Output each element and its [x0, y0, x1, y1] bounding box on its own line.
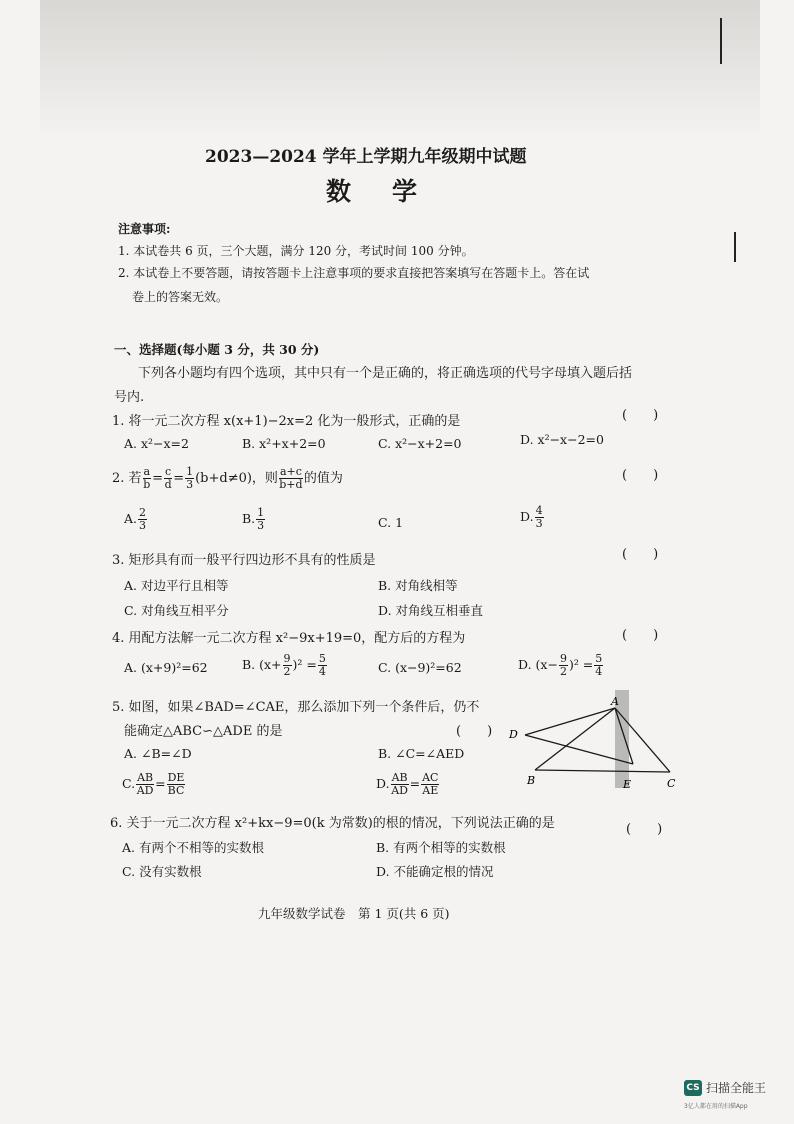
q1-option-b[interactable]: B. x²+x+2=0 — [242, 436, 326, 451]
note-item-2: 2. 本试卷上不要答题，请按答题卡上注意事项的要求直接把答案填写在答题卡上。答在试 — [118, 266, 590, 280]
q1-option-c[interactable]: C. x²−x+2=0 — [378, 436, 462, 451]
notes-heading: 注意事项: — [118, 222, 171, 236]
note-item-2-cont: 卷上的答案无效。 — [132, 290, 229, 304]
q2-tail: 的值为 — [303, 471, 343, 486]
section-instruction-cont: 号内. — [114, 390, 145, 405]
q5-option-a[interactable]: A. ∠B=∠D — [124, 746, 192, 761]
section-instruction: 下列各小题均有四个选项，其中只有一个是正确的，将正确选项的代号字母填入题后括 — [138, 366, 633, 381]
scan-edge-mark — [720, 18, 722, 64]
question-5-stem-cont: 能确定△ABC∽△ADE 的是 — [124, 724, 283, 739]
answer-blank-5[interactable]: ( ) — [456, 724, 493, 739]
page-footer: 九年级数学试卷 第 1 页(共 6 页) — [258, 906, 450, 921]
camscanner-icon: CS — [684, 1080, 702, 1096]
note-item-1: 1. 本试卷共 6 页，三个大题，满分 120 分，考试时间 100 分钟。 — [118, 244, 474, 258]
scanner-app-watermark — [684, 1079, 766, 1096]
q5-triangle-figure — [505, 690, 685, 800]
q4-option-d[interactable]: D. (x− $\frac{9}{2}$ )² = $\frac{5}{4}$ — [518, 652, 603, 678]
q4-option-c[interactable]: C. (x−9)²=62 — [378, 660, 462, 675]
q5-option-b[interactable]: B. ∠C=∠AED — [378, 746, 465, 761]
vertex-d-label: D — [509, 728, 518, 741]
vertex-b-label: B — [527, 774, 536, 787]
q3-option-c[interactable]: C. 对角线互相平分 — [124, 603, 229, 618]
scan-edge-mark — [734, 232, 736, 262]
q3-option-d[interactable]: D. 对角线互相垂直 — [378, 603, 484, 618]
q2-option-b[interactable]: B. $\frac{1}{3}$ — [242, 506, 265, 532]
q1-option-a[interactable]: A. x²−x=2 — [124, 436, 189, 451]
fraction-a-b: $\frac{a}{b}$ — [143, 465, 151, 491]
answer-blank-6[interactable]: ( ) — [626, 822, 663, 837]
fraction-ac-bd: $\frac{a+c}{b+d}$ — [279, 465, 303, 491]
q6-option-a[interactable]: A. 有两个不相等的实数根 — [122, 840, 264, 855]
q3-option-b[interactable]: B. 对角线相等 — [378, 578, 458, 593]
watermark-name: 扫描全能王 — [706, 1081, 767, 1095]
question-5-stem: 5. 如图，如果∠BAD=∠CAE，那么添加下列一个条件后，仍不 — [112, 700, 480, 715]
fraction-1-3: $\frac{1}{3}$ — [186, 465, 194, 491]
question-4-stem: 4. 用配方法解一元二次方程 x²−9x+19=0，配方后的方程为 — [112, 631, 466, 646]
q2-lead: 2. 若 — [112, 471, 142, 486]
answer-blank-4[interactable]: ( ) — [622, 628, 659, 643]
q4-option-a[interactable]: A. (x+9)²=62 — [124, 660, 208, 675]
q3-option-a[interactable]: A. 对边平行且相等 — [124, 578, 229, 593]
vertex-c-label: C — [667, 777, 676, 790]
q6-option-b[interactable]: B. 有两个相等的实数根 — [376, 840, 506, 855]
q5-option-c[interactable]: C. $\frac{AB}{AD}$ = $\frac{DE}{BC}$ — [122, 771, 185, 797]
section-heading: 一、选择题(每小题 3 分，共 30 分) — [114, 342, 320, 357]
q2-option-c[interactable]: C. 1 — [378, 515, 404, 530]
answer-blank-3[interactable]: ( ) — [622, 547, 659, 562]
fraction-c-d: $\frac{c}{d}$ — [164, 465, 172, 491]
q4-option-b[interactable]: B. (x+ $\frac{9}{2}$ )² = $\frac{5}{4}$ — [242, 652, 326, 678]
answer-blank-1[interactable]: ( ) — [622, 408, 659, 423]
q1-option-d[interactable]: D. x²−x−2=0 — [520, 432, 604, 447]
q2-option-d[interactable]: D. $\frac{4}{3}$ — [520, 504, 543, 530]
q6-option-d[interactable]: D. 不能确定根的情况 — [376, 864, 494, 879]
vertex-e-label: E — [623, 778, 632, 791]
vertex-a-label: A — [611, 695, 619, 708]
q6-option-c[interactable]: C. 没有实数根 — [122, 864, 202, 879]
q2-option-a[interactable]: A. $\frac{2}{3}$ — [124, 506, 147, 532]
answer-blank-2[interactable]: ( ) — [622, 468, 659, 483]
question-3-stem: 3. 矩形具有而一般平行四边形不具有的性质是 — [112, 553, 376, 568]
q2-condition: (b+d≠0)，则 — [195, 471, 278, 486]
scan-shadow — [40, 0, 760, 140]
exam-title: 2023—2024 学年上学期九年级期中试题 — [205, 147, 527, 167]
q5-option-d[interactable]: D. $\frac{AB}{AD}$ = $\frac{AC}{AE}$ — [376, 771, 439, 797]
question-2-stem: 2. 若 $\frac{a}{b}$ = $\frac{c}{d}$ = $\frac{1}{3}$ (b+d≠0)，则 $\frac{a+c}{b+d}$ 的值为 — [112, 465, 343, 491]
subject-title: 数 学 — [326, 177, 426, 206]
question-1-stem: 1. 将一元二次方程 x(x+1)−2x=2 化为一般形式，正确的是 — [112, 414, 461, 429]
question-6-stem: 6. 关于一元二次方程 x²+kx−9=0(k 为常数)的根的情况，下列说法正确的是 — [110, 816, 555, 831]
watermark-subtitle: 3亿人都在用的扫描App — [684, 1103, 748, 1110]
